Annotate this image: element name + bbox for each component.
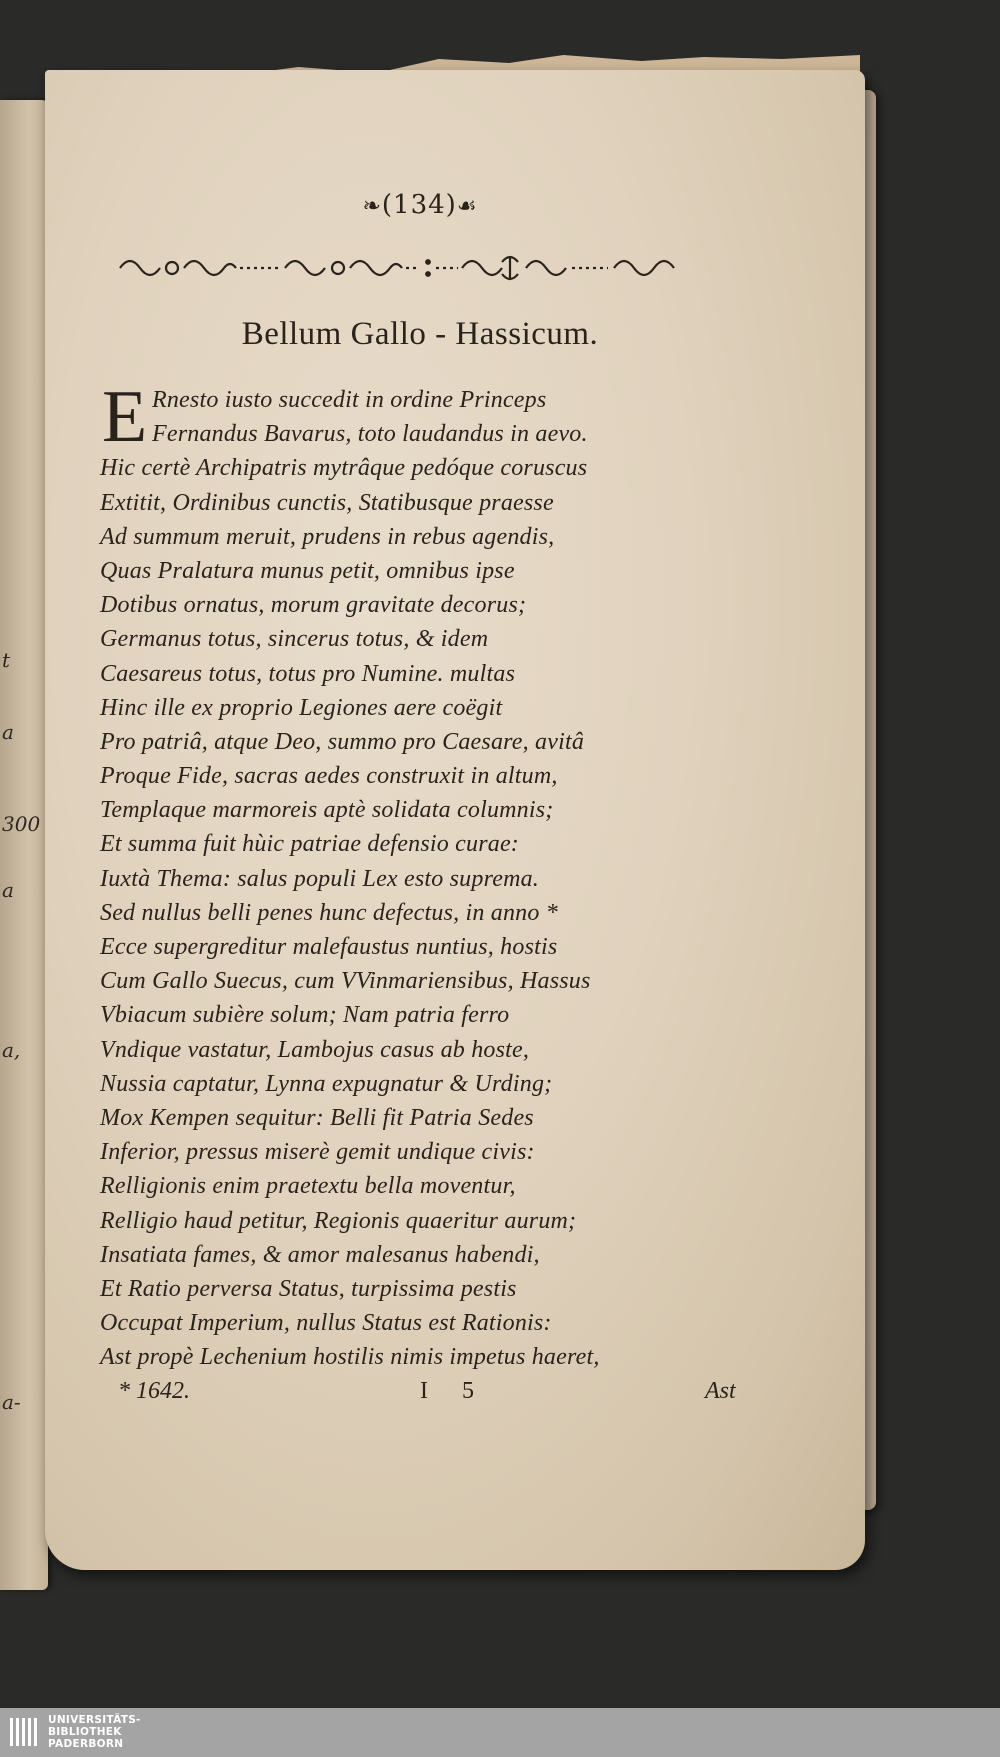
footnote-year: * 1642. [118, 1378, 190, 1405]
facing-page-fragment: a [2, 878, 14, 902]
verse-line: Germanus totus, sincerus totus, & idem [100, 626, 489, 653]
verse-line: Caesareus totus, totus pro Numine. multas [100, 660, 516, 687]
verse-line: Et Ratio perversa Status, turpissima pestis [100, 1275, 517, 1302]
signature-mark: I 5 [420, 1378, 488, 1405]
verse-line: Ad summum meruit, prudens in rebus agendis, [100, 523, 555, 550]
ornament-band-icon [110, 246, 710, 290]
facing-page-fragment: a, [2, 1038, 21, 1062]
library-name-line: BIBLIOTHEK [48, 1726, 122, 1738]
verse-line: Proque Fide, sacras aedes construxit in altum, [100, 763, 558, 790]
facing-page-fragment: a- [2, 1390, 21, 1414]
verse-line: Ast propè Lechenium hostilis nimis impetus haeret, [100, 1344, 600, 1371]
verse-line: Extitit, Ordinibus cunctis, Statibusque praesse [100, 489, 554, 516]
library-name [48, 1714, 141, 1750]
verse-line: Iuxtà Thema: salus populi Lex esto suprema. [100, 865, 540, 892]
verse-line: Fernandus Bavarus, toto laudandus in aevo. [152, 421, 588, 448]
verse-line: Inferior, pressus miserè gemit undique civis: [100, 1139, 535, 1166]
facing-page-edge [0, 100, 48, 1590]
verse-line: Nussia captatur, Lynna expugnatur & Urding; [100, 1070, 553, 1097]
verse-line: Relligio haud petitur, Regionis quaeritur aurum; [100, 1207, 577, 1234]
library-footer-bar [0, 1708, 1000, 1757]
library-name-line: UNIVERSITÄTS- [48, 1714, 141, 1726]
page-number-value: 134 [393, 190, 446, 220]
book-page [45, 70, 865, 1570]
verse-line: Templaque marmoreis aptè solidata columnis; [100, 797, 554, 824]
page-number: ❧(134)☙ [362, 190, 478, 220]
verse-line: Hic certè Archipatris mytrâque pedóque coruscus [100, 455, 588, 482]
verse-line: Hinc ille ex proprio Legiones aere coëgit [100, 694, 503, 721]
flourish-left-icon: ❧ [362, 194, 382, 219]
verse-line: Rnesto iusto succedit in ordine Princeps [152, 387, 547, 413]
verse-line: Vndique vastatur, Lambojus casus ab hoste, [100, 1036, 530, 1063]
verse-line: Quas Pralatura munus petit, omnibus ipse [100, 557, 515, 584]
verse-line: Mox Kempen sequitur: Belli fit Patria Sedes [100, 1104, 534, 1131]
verse-line: Sed nullus belli penes hunc defectus, in anno * [100, 899, 558, 926]
verse-line: Et summa fuit hùic patriae defensio curae: [100, 831, 520, 858]
facing-page-fragment: 300 [2, 812, 41, 836]
facing-page-fragment: a [2, 720, 14, 744]
facing-page-fragment: t [2, 648, 11, 672]
drop-cap: E [102, 376, 148, 458]
verse-line: Ecce supergreditur malefaustus nuntius, hostis [100, 934, 558, 960]
page-footer [100, 1378, 780, 1418]
verse-line: Occupat Imperium, nullus Status est Rationis: [100, 1310, 552, 1337]
library-logo-icon [8, 1715, 42, 1749]
verse-line: Vbiacum subière solum; Nam patria ferro [100, 1002, 510, 1029]
catchword: Ast [705, 1378, 736, 1405]
page-content [100, 190, 780, 1418]
verse-line: Dotibus ornatus, morum gravitate decorus; [100, 592, 527, 619]
verse-line: Pro patriâ, atque Deo, summo pro Caesare, avitâ [100, 728, 585, 755]
flourish-right-icon: ☙ [456, 194, 478, 219]
verse-line: Cum Gallo Suecus, cum VVinmariensibus, Hassus [100, 968, 591, 995]
verse-block [100, 376, 780, 1374]
page-heading: Bellum Gallo - Hassicum. [241, 316, 599, 352]
verse-line: Insatiata fames, & amor malesanus habendi, [100, 1241, 540, 1268]
library-name-line: PADERBORN [48, 1738, 124, 1750]
verse-line: Relligionis enim praetextu bella moventur, [100, 1173, 516, 1200]
